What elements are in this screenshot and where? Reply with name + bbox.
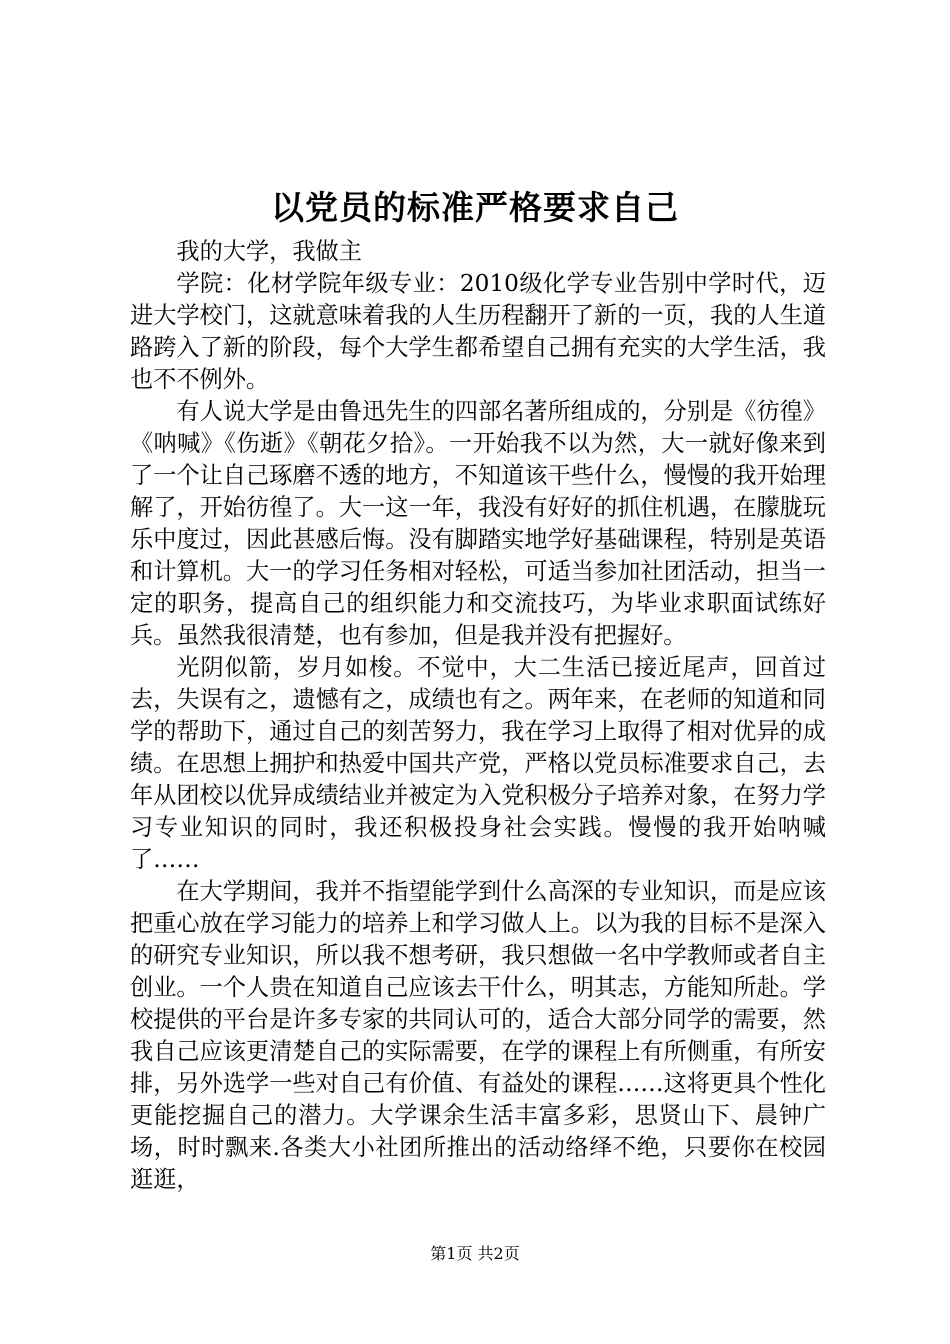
document-body [130, 236, 826, 1196]
document-title: 以党员的标准严格要求自己 [271, 188, 679, 227]
paragraph: 在大学期间，我并不指望能学到什么高深的专业知识，而是应该把重心放在学习能力的培养上和学习做人上。以为我的目标不是深入的研究专业知识，所以我不想考研，我只想做一名中学教师或者自主创业。一个人贵在知道自己应该去干什么，明其志，方能知所赴。学校提供的平台是许多专家的共同认可的，适合大部分同学的需要，然我自己应该更清楚自己的实际需要，在学的课程上有所侧重，有所安排，另外选学一些对自己有价值、有益处的课程……这将更具个性化更能挖掘自己的潜力。大学课余生活丰富多彩，思贤山下、晨钟广场，时时飘来.各类大小社团所推出的活动络绎不绝，只要你在校园逛逛， [130, 878, 826, 1193]
paragraph: 有人说大学是由鲁迅先生的四部名著所组成的，分别是《彷徨》《呐喊》《伤逝》《朝花夕拾》。一开始我不以为然，大一就好像来到了一个让自己琢磨不透的地方，不知道该干些什么，慢慢的我开始理解了，开始彷徨了。大一这一年，我没有好好的抓住机遇，在朦胧玩乐中度过，因此甚感后悔。没有脚踏实地学好基础课程，特别是英语和计算机。大一的学习任务相对轻松，可适当参加社团活动，担当一定的职务，提高自己的组织能力和交流技巧，为毕业求职面试练好兵。虽然我很清楚，也有参加，但是我并没有把握好。 [130, 398, 826, 649]
subtitle-line: 我的大学，我做主 [176, 238, 362, 265]
page-number: 第1页 共2页 [430, 1244, 520, 1263]
paragraph: 学院：化材学院年级专业：2010级化学专业告别中学时代，迈进大学校门，这就意味着我的人生历程翻开了新的一页，我的人生道路跨入了新的阶段，每个大学生都希望自己拥有充实的大学生活，我也不不例外。 [130, 270, 826, 393]
paragraph: 光阴似箭，岁月如梭。不觉中，大二生活已接近尾声，回首过去，失误有之，遗憾有之，成绩也有之。两年来，在老师的知道和同学的帮助下，通过自己的刻苦努力，我在学习上取得了相对优异的成绩。在思想上拥护和热爱中国共产党，严格以党员标准要求自己，去年从团校以优异成绩结业并被定为入党积极分子培养对象，在努力学习专业知识的同时，我还积极投身社会实践。慢慢的我开始呐喊了…… [130, 654, 826, 873]
